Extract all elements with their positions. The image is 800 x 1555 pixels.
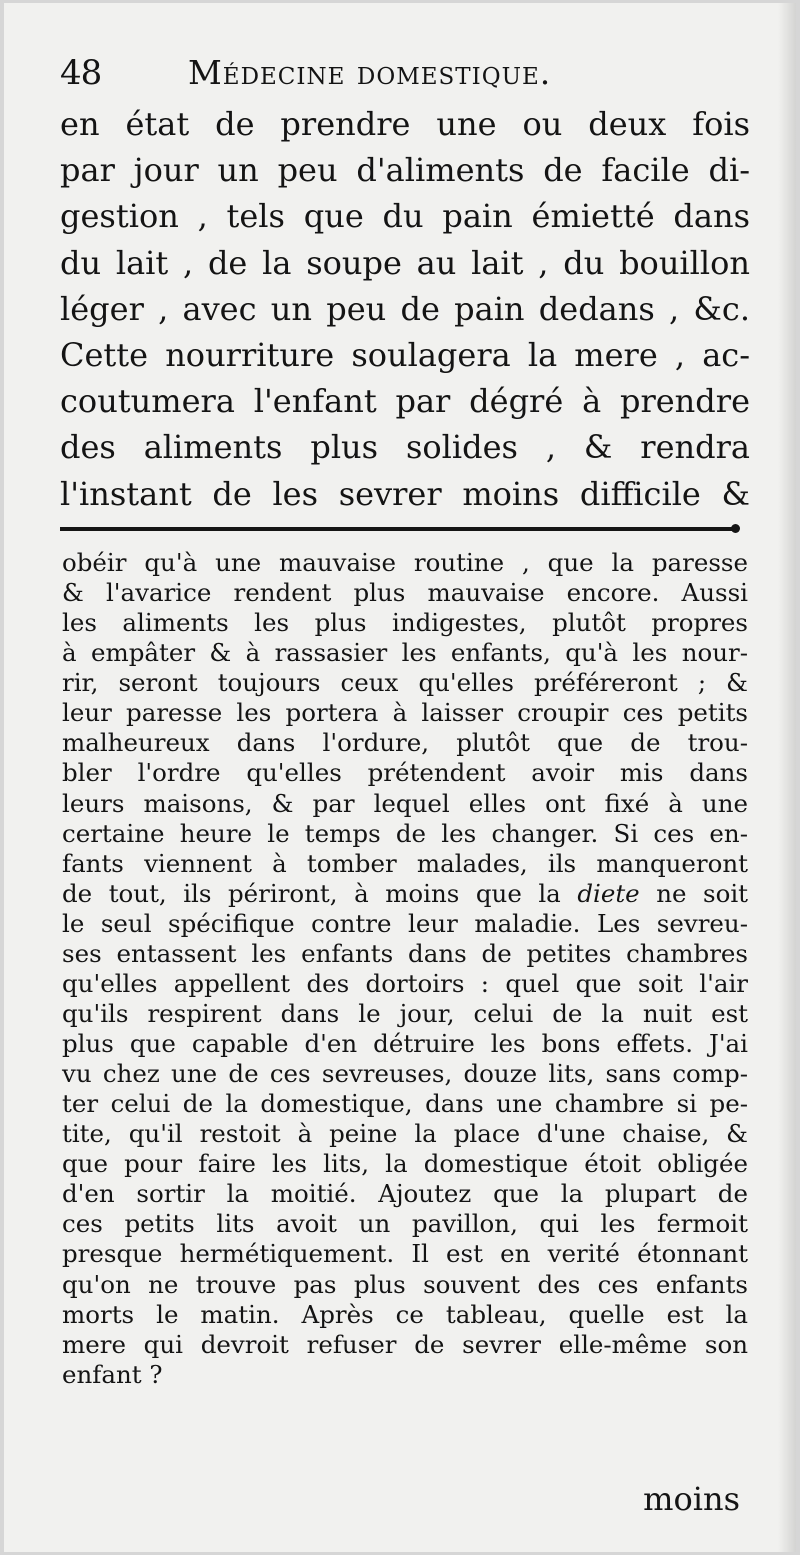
main-text-line: du lait , de la soupe au lait , du bouillon bbox=[60, 243, 750, 282]
footnote-line: vu chez une de ces sevreuses, douze lits, sans comp- bbox=[62, 1059, 748, 1089]
footnote-line: leurs maisons, & par lequel elles ont fixé à une bbox=[62, 788, 748, 818]
running-title: Médecine domestique. bbox=[188, 53, 552, 92]
footnote-line: enfant ? bbox=[62, 1359, 163, 1389]
footnote-line-start: de tout, ils périront, à moins que la bbox=[62, 878, 561, 908]
italic-word-diete: diete bbox=[577, 878, 640, 908]
footnote-line bbox=[62, 879, 748, 909]
footnote-line: bler l'ordre qu'elles prétendent avoir mis dans bbox=[62, 758, 748, 788]
footnote-separator-rule bbox=[60, 527, 734, 531]
footnote-line: presque hermétiquement. Il est en verité étonnant bbox=[62, 1239, 748, 1269]
main-text-line: en état de prendre une ou deux fois bbox=[60, 105, 750, 143]
main-text-line: gestion , tels que du pain émietté dans bbox=[60, 197, 750, 236]
footnote-line: que pour faire les lits, la domestique étoit obligée bbox=[62, 1149, 748, 1179]
footnote-line: tite, qu'il restoit à peine la place d'une chaise, & bbox=[62, 1119, 748, 1149]
main-text-line: l'instant de les sevrer moins difficile & bbox=[60, 474, 750, 513]
rule-end-ornament bbox=[731, 524, 740, 533]
page-number: 48 bbox=[60, 53, 102, 93]
main-text-line: Cette nourriture soulagera la mere , ac- bbox=[60, 336, 750, 375]
footnote-line: ces petits lits avoit un pavillon, qui les fermoit bbox=[62, 1209, 748, 1239]
main-text-line: coutumera l'enfant par dégré à prendre bbox=[60, 382, 750, 421]
main-text-line: léger , avec un peu de pain dedans , &c. bbox=[60, 289, 750, 328]
main-text-line: des aliments plus solides , & rendra bbox=[60, 428, 750, 467]
footnote-line: morts le matin. Après ce tableau, quelle est la bbox=[62, 1299, 748, 1329]
footnote-line: le seul spécifique contre leur maladie. Les sevreu- bbox=[62, 908, 748, 938]
main-text-block bbox=[60, 101, 750, 517]
catchword: moins bbox=[643, 1480, 740, 1518]
footnote-line: rir, seront toujours ceux qu'elles préféreront ; & bbox=[62, 668, 748, 698]
footnote-line: mere qui devroit refuser de sevrer elle-même son bbox=[62, 1329, 748, 1359]
footnote-line: leur paresse les portera à laisser croupir ces petits bbox=[62, 698, 748, 728]
footnote-line: certaine heure le temps de les changer. Si ces en- bbox=[62, 818, 748, 848]
footnote-line: ter celui de la domestique, dans une chambre si pe- bbox=[62, 1089, 748, 1119]
footnote-line: malheureux dans l'ordure, plutôt que de trou- bbox=[62, 728, 748, 758]
footnote-line: plus que capable d'en détruire les bons effets. J'ai bbox=[62, 1029, 748, 1058]
book-page bbox=[4, 3, 796, 1552]
footnote-line: qu'elles appellent des dortoirs : quel que soit l'air bbox=[62, 968, 748, 998]
footnote-line: qu'ils respirent dans le jour, celui de la nuit est bbox=[62, 998, 748, 1028]
footnote-line: qu'on ne trouve pas plus souvent des ces enfants bbox=[62, 1269, 748, 1299]
footnote-line: obéir qu'à une mauvaise routine , que la paresse bbox=[62, 548, 748, 577]
footnote-text-block bbox=[62, 548, 748, 1390]
main-text-line: par jour un peu d'aliments de facile di- bbox=[60, 151, 750, 190]
footnote-line: à empâter & à rassasier les enfants, qu'à les nour- bbox=[62, 638, 748, 668]
page-header bbox=[60, 51, 750, 95]
footnote-line: les aliments les plus indigestes, plutôt propres bbox=[62, 608, 748, 638]
footnote-line: d'en sortir la moitié. Ajoutez que la plupart de bbox=[62, 1179, 748, 1209]
footnote-line: & l'avarice rendent plus mauvaise encore. Aussi bbox=[62, 578, 748, 608]
footnote-line: ses entassent les enfants dans de petites chambres bbox=[62, 938, 748, 968]
footnote-line: fants viennent à tomber malades, ils manqueront bbox=[62, 848, 748, 878]
footnote-line-end: ne soit bbox=[656, 878, 748, 908]
